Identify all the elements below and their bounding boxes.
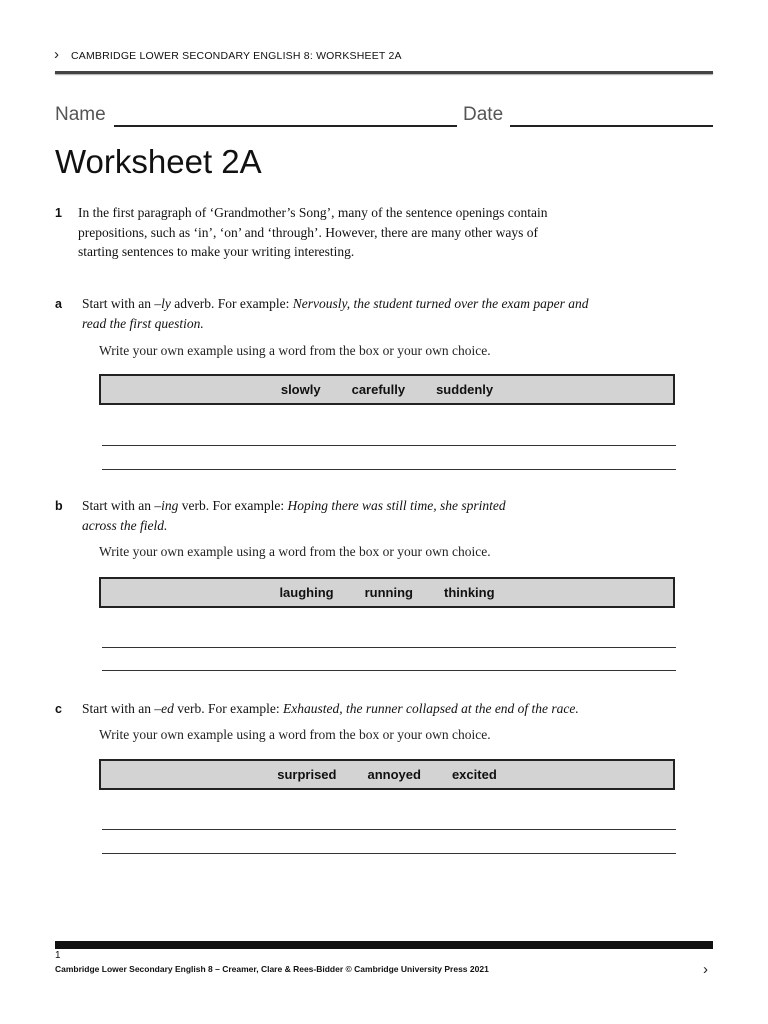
question-1-line: prepositions, such as ‘in’, ‘on’ and ‘through’. However, there are many other ways of [78, 224, 538, 240]
part-b-word-box [99, 577, 675, 608]
word-option: surprised [277, 767, 337, 782]
word-option: running [364, 585, 413, 600]
page-number: 1 [55, 950, 61, 961]
footer-chevron-icon: › [703, 961, 708, 978]
part-a-word-box [99, 374, 675, 405]
part-c-suffix: –ed [154, 701, 174, 716]
name-field-line[interactable] [114, 125, 457, 127]
part-a-intro: Start with an [82, 296, 155, 311]
part-b-suffix: –ing [154, 498, 179, 513]
date-label: Date [463, 104, 504, 125]
footer-copyright: Cambridge Lower Secondary English 8 – Creamer, Clare & Rees-Bidder © Cambridge University Press 2021 [55, 964, 489, 974]
word-option: excited [451, 767, 497, 782]
part-c-instruction [82, 699, 682, 719]
part-c-intro: Start with an [82, 701, 155, 716]
word-option: suddenly [436, 382, 494, 397]
part-a-answer-line[interactable] [102, 445, 676, 446]
part-b-prompt: Write your own example using a word from the box or your own choice. [99, 544, 491, 559]
part-a-suffix: –ly [154, 296, 171, 311]
part-c-answer-line[interactable] [102, 853, 676, 854]
question-1-text [78, 203, 678, 262]
question-1-line: In the first paragraph of ‘Grandmother’s Song’, many of the sentence openings contain [78, 205, 548, 220]
word-option: slowly [280, 382, 321, 397]
part-a-prompt: Write your own example using a word from the box or your own choice. [99, 343, 491, 358]
question-number: 1 [55, 206, 62, 220]
name-label: Name [55, 104, 106, 125]
part-a-answer-line[interactable] [102, 469, 676, 470]
part-b-instruction [82, 496, 682, 535]
part-b-answer-line[interactable] [102, 670, 676, 671]
date-field-line[interactable] [510, 125, 713, 127]
worksheet-title: Worksheet 2A [55, 143, 262, 180]
part-b-intro-rest: verb. For example: [178, 498, 288, 513]
part-a-example: Nervously, the student turned over the exam paper and [292, 296, 589, 311]
header-chevron-icon: › [54, 46, 59, 63]
part-b-answer-line[interactable] [102, 647, 676, 648]
part-c-word-box [99, 759, 675, 790]
part-b-intro: Start with an [82, 498, 155, 513]
part-c-example: Exhausted, the runner collapsed at the end of the race. [282, 701, 579, 716]
part-b-example-cont: across the field. [82, 517, 168, 533]
part-a-instruction [82, 294, 682, 333]
part-b-letter: b [55, 499, 63, 513]
part-b-example: Hoping there was still time, she sprinted [287, 498, 506, 513]
part-a-letter: a [55, 297, 62, 311]
part-a-example-cont: read the first question. [82, 315, 204, 331]
question-1-line: starting sentences to make your writing interesting. [78, 244, 355, 259]
part-c-letter: c [55, 702, 62, 716]
word-option: annoyed [367, 767, 421, 782]
word-option: carefully [351, 382, 406, 397]
header-divider [55, 71, 713, 74]
word-option: laughing [279, 585, 334, 600]
part-a-intro-rest: adverb. For example: [170, 296, 293, 311]
part-c-answer-line[interactable] [102, 829, 676, 830]
footer-divider [55, 941, 713, 949]
word-option: thinking [444, 585, 495, 600]
header-title: CAMBRIDGE LOWER SECONDARY ENGLISH 8: WORKSHEET 2A [71, 50, 402, 62]
part-c-prompt: Write your own example using a word from the box or your own choice. [99, 727, 491, 742]
part-c-intro-rest: verb. For example: [173, 701, 283, 716]
